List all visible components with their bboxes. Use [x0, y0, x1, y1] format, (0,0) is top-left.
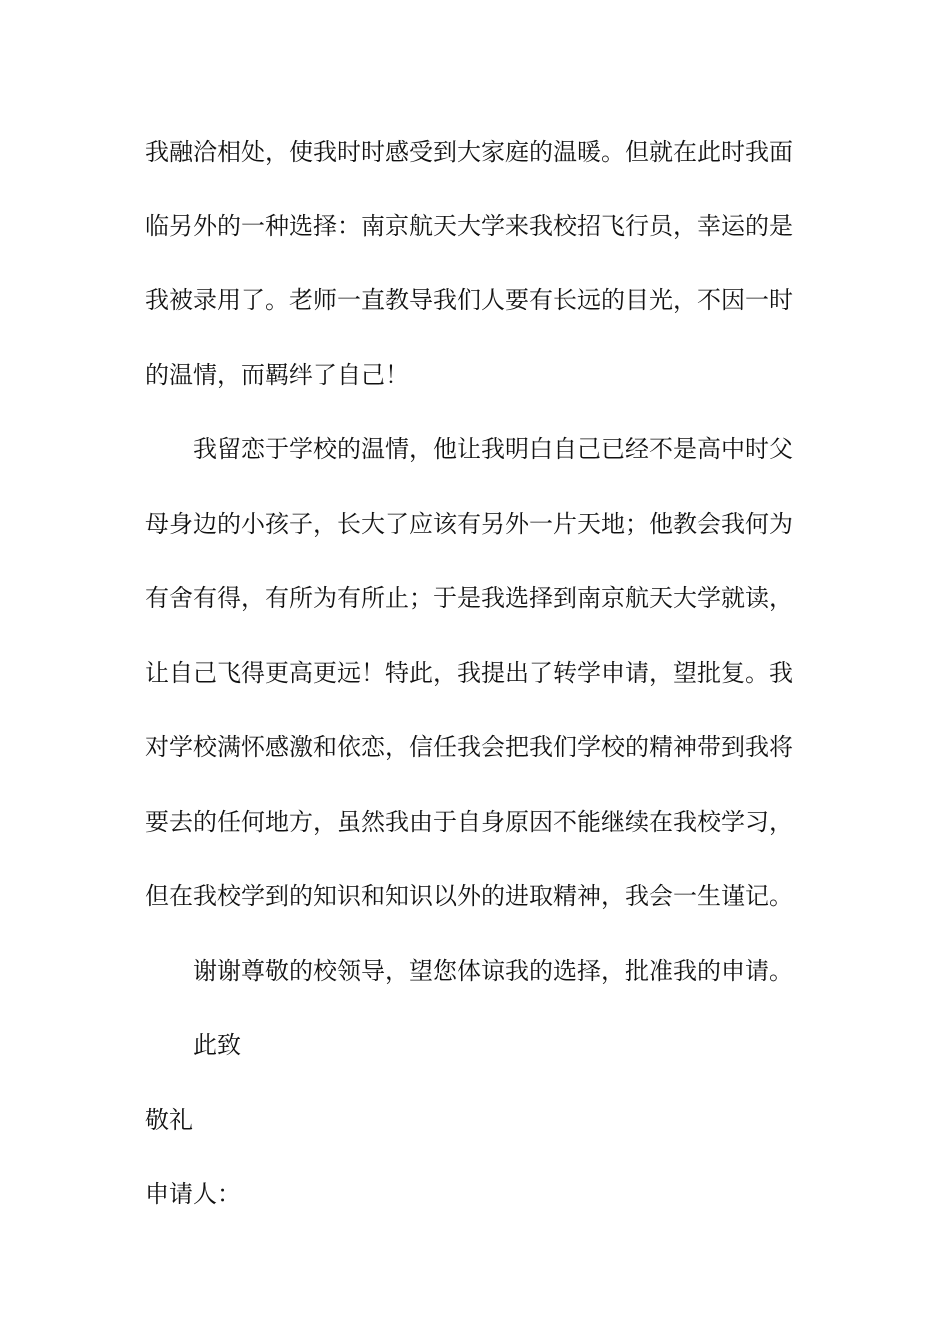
- paragraph-line: 母身边的小孩子，长大了应该有另外一片天地；他教会我何为: [145, 510, 793, 538]
- paragraph-line: 临另外的一种选择：南京航天大学来我校招飞行员，幸运的是: [145, 212, 793, 240]
- closing-thanks-line: 谢谢尊敬的校领导，望您体谅我的选择，批准我的申请。: [193, 957, 793, 985]
- paragraph-line: 有舍有得，有所为有所止；于是我选择到南京航天大学就读，: [145, 584, 793, 612]
- paragraph-line: 对学校满怀感激和依恋，信任我会把我们学校的精神带到我将: [145, 733, 793, 761]
- paragraph-line: 的温情，而羁绊了自己！: [145, 361, 409, 389]
- regards-line: 敬礼: [145, 1106, 193, 1134]
- paragraph-line: 要去的任何地方，虽然我由于自身原因不能继续在我校学习，: [145, 808, 793, 836]
- paragraph-line: 我留恋于学校的温情，他让我明白自己已经不是高中时父: [193, 435, 793, 463]
- paragraph-line: 我融洽相处，使我时时感受到大家庭的温暖。但就在此时我面: [145, 138, 793, 166]
- salutation-line: 此致: [193, 1031, 241, 1059]
- applicant-line: 申请人：: [145, 1180, 241, 1208]
- paragraph-line: 让自己飞得更高更远！特此，我提出了转学申请，望批复。我: [145, 659, 793, 687]
- paragraph-line: 我被录用了。老师一直教导我们人要有长远的目光，不因一时: [145, 286, 793, 314]
- paragraph-line: 但在我校学到的知识和知识以外的进取精神，我会一生谨记。: [145, 882, 793, 910]
